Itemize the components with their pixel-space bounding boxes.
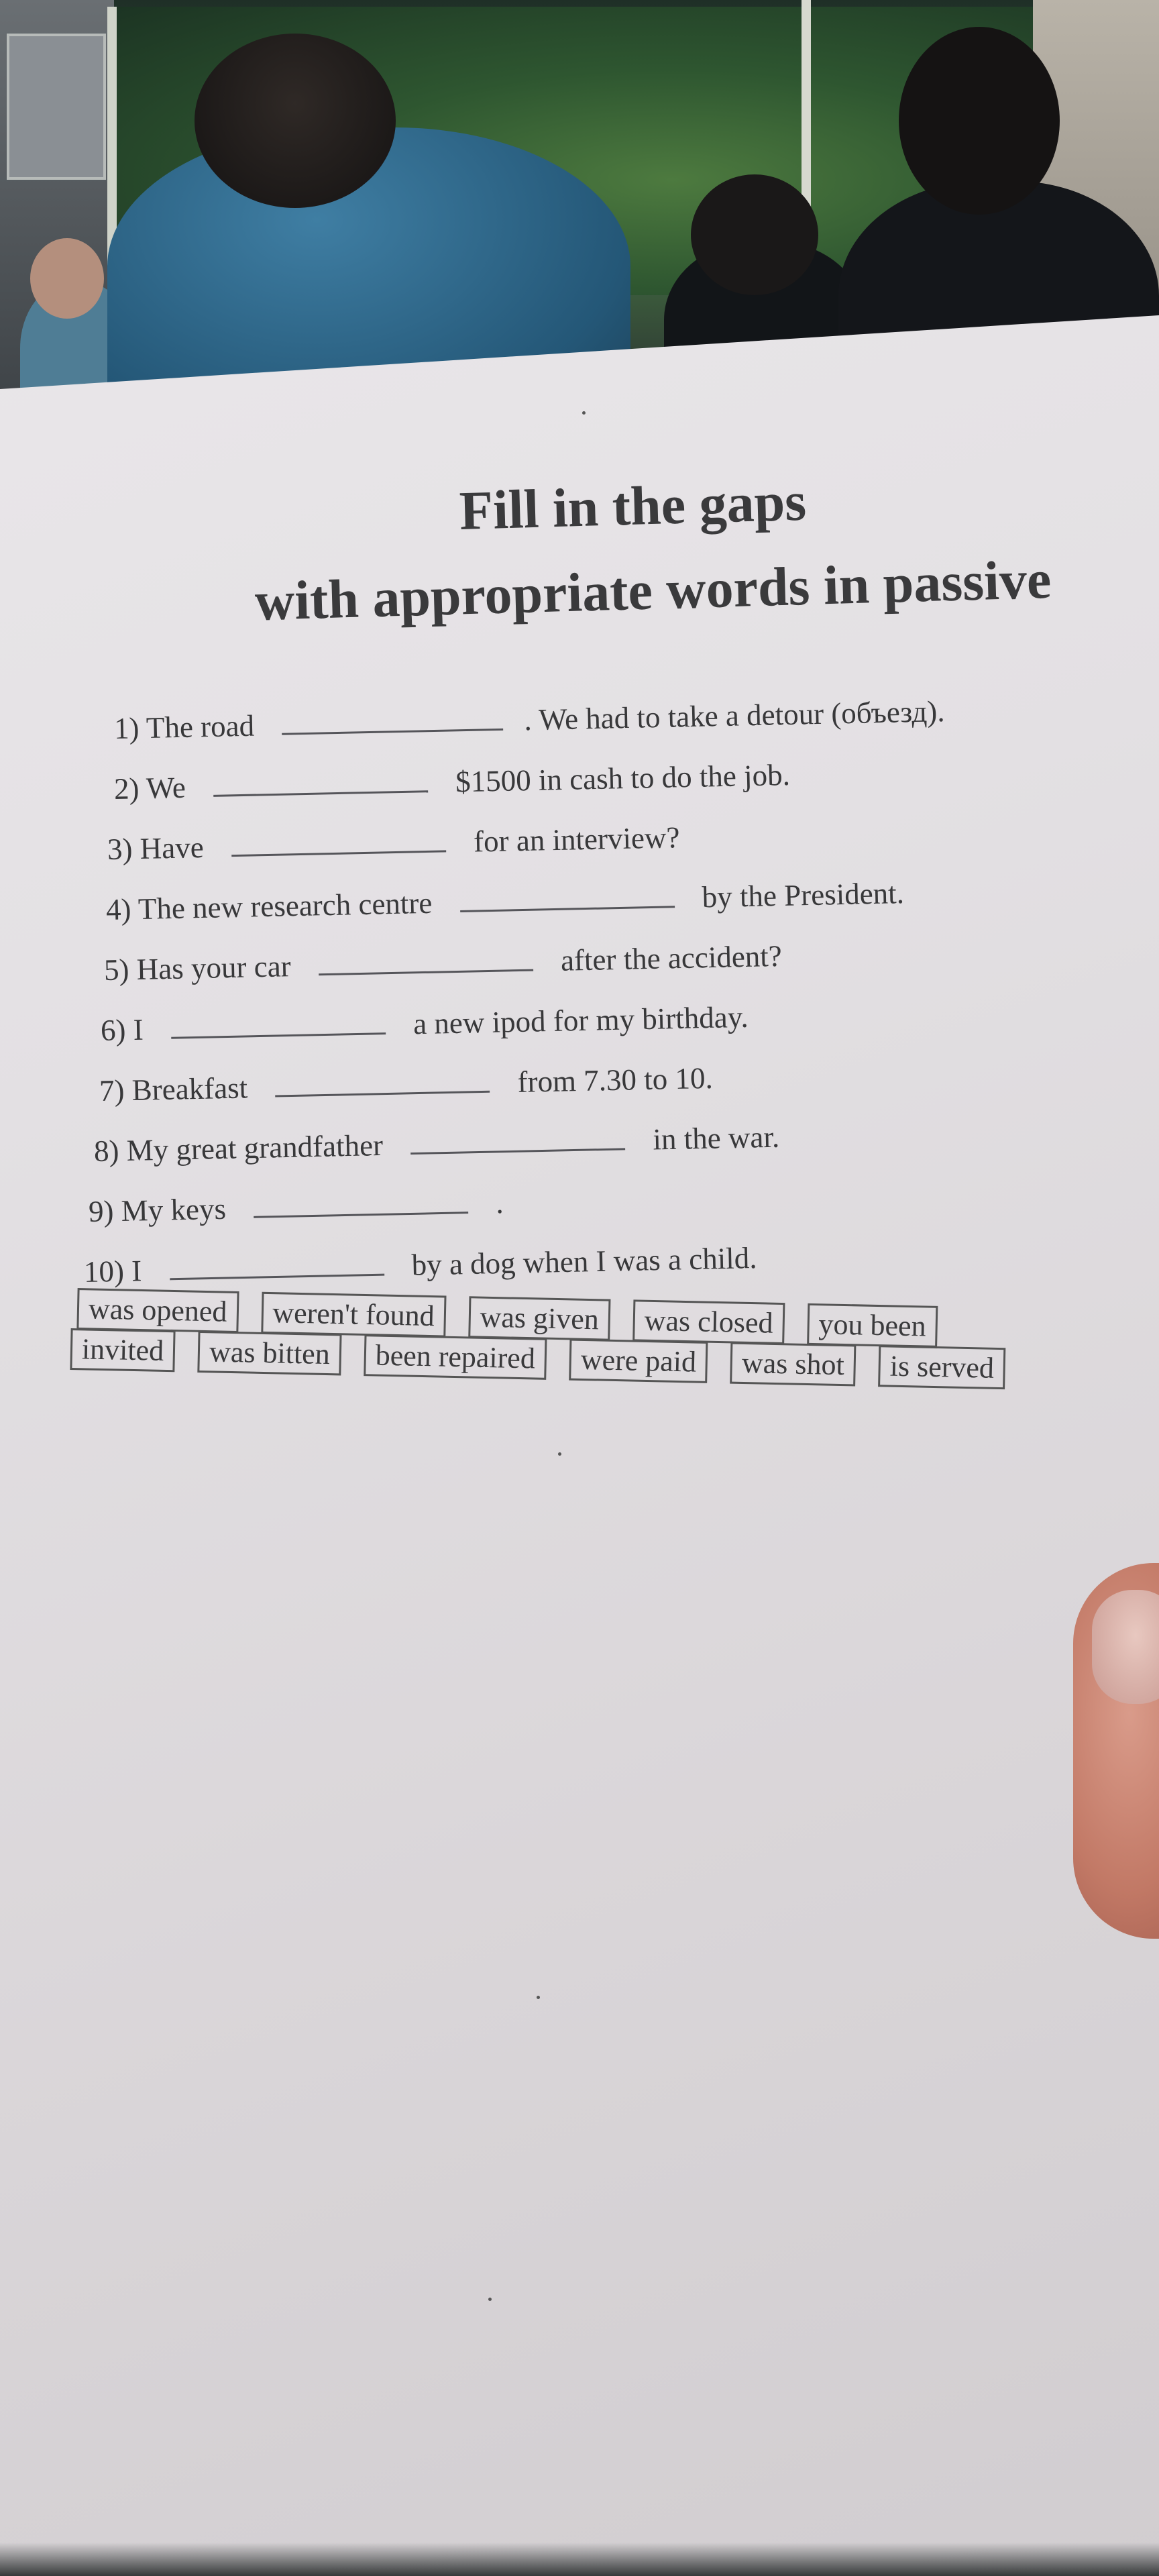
exercise-number: 6) [100, 1013, 127, 1047]
answer-gap [254, 1198, 468, 1218]
exercise-number: 1) [113, 711, 140, 745]
exercise-number: 2) [113, 771, 140, 806]
exercise-text-before: Breakfast [131, 1071, 248, 1107]
answer-gap [231, 837, 446, 857]
exercise-text-after: $1500 in cash to do the job. [455, 757, 791, 799]
student-head [30, 238, 104, 319]
paper-speck [558, 1452, 561, 1456]
exercise-text-after: by the President. [702, 876, 905, 914]
exercise-text-after: a new ipod for my birthday. [412, 1000, 749, 1041]
exercise-text-after: after the accident? [560, 938, 783, 977]
exercise-text-after: from 7.30 to 10. [517, 1061, 714, 1099]
thumbnail-nail [1092, 1590, 1159, 1704]
word-bank-chip: were paid [569, 1339, 708, 1383]
word-bank-chip: was shot [730, 1342, 856, 1387]
exercise-text-before: Have [140, 830, 205, 865]
exercise-text-before: My keys [121, 1191, 227, 1228]
student-head [691, 174, 818, 295]
word-bank-chip: you been [807, 1303, 938, 1348]
answer-gap [171, 1019, 386, 1039]
student-head [195, 34, 396, 208]
exercise-number: 7) [99, 1073, 125, 1108]
exercise-number: 3) [107, 832, 133, 866]
word-bank-chip: been repaired [364, 1334, 547, 1380]
exercise-text-before: I [131, 1254, 142, 1288]
word-bank-chip: was closed [632, 1299, 785, 1344]
exercise-number: 5) [103, 953, 130, 987]
paper-speck [488, 2298, 492, 2301]
paper-speck [537, 1996, 540, 1999]
bottom-shadow [0, 2542, 1159, 2576]
word-bank-chip: was bitten [198, 1331, 342, 1375]
exercise-text-before: We [146, 770, 186, 805]
exercise-text-after: . We had to take a detour (объезд). [523, 694, 945, 737]
word-bank-chip: was given [468, 1296, 610, 1340]
exercise-text-before: I [133, 1012, 144, 1046]
word-bank-chip: was opened [76, 1288, 239, 1333]
exercise-number: 8) [93, 1134, 120, 1168]
exercise-number: 10) [83, 1254, 125, 1289]
exercise-number: 9) [88, 1194, 115, 1228]
answer-gap [459, 892, 674, 912]
exercise-text-before: My great grandfather [126, 1128, 384, 1167]
worksheet-subtitle: with appropriate words in passive [254, 548, 1052, 632]
exercise-text-after: for an interview? [473, 820, 680, 859]
answer-gap [282, 715, 503, 735]
exercise-text-after: by a dog when I was a child. [411, 1240, 757, 1282]
answer-gap [410, 1134, 625, 1155]
worksheet-title: Fill in the gaps [458, 470, 808, 541]
answer-gap [319, 956, 533, 976]
wall-poster [7, 34, 106, 180]
answer-gap [275, 1077, 490, 1097]
exercise-text-before: The road [146, 708, 255, 745]
exercise-text-before: Has your car [136, 949, 292, 986]
exercise-text-before: The new research centre [137, 885, 433, 926]
exercise-text-after: . [495, 1186, 504, 1220]
exercise-number: 4) [105, 892, 132, 926]
paper-speck [582, 411, 586, 415]
exercise-text-after: in the war. [652, 1120, 780, 1157]
answer-gap [169, 1260, 384, 1281]
word-bank-chip: is served [878, 1345, 1005, 1389]
answer-gap [213, 777, 428, 797]
worksheet-paper [0, 315, 1159, 2576]
word-bank-chip: weren't found [261, 1292, 447, 1338]
student-head [899, 27, 1060, 215]
word-bank-chip: invited [70, 1328, 175, 1372]
